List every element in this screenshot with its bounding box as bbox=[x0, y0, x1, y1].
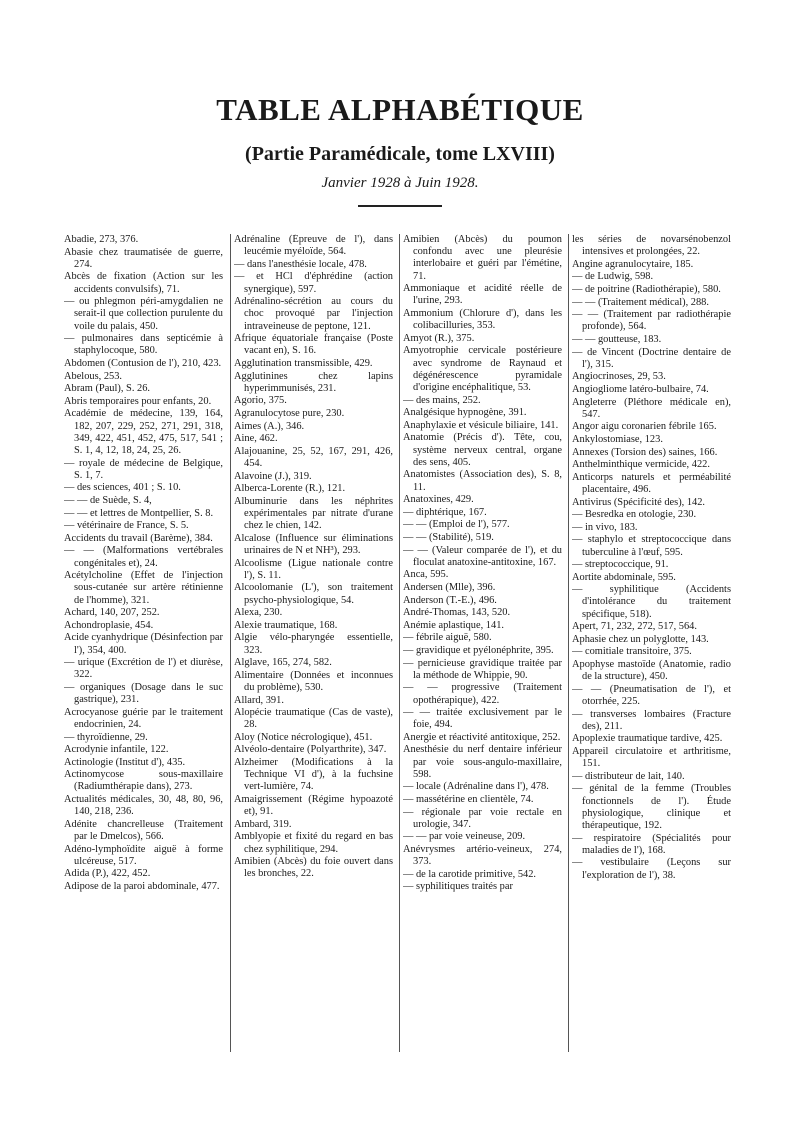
index-entry: — diphtérique, 167. bbox=[403, 506, 487, 518]
index-entry: Anatomie (Précis d'). Tête, cou, système nerveux central, organe des sens, 405. bbox=[403, 432, 562, 468]
index-entry: Antivirus (Spécificité des), 142. bbox=[572, 496, 706, 508]
index-entry: Acrocyanose guérie par le traitement endocrinien, 24. bbox=[64, 706, 223, 730]
index-entry: — — traitée exclusivement par le foie, 494. bbox=[403, 707, 562, 731]
index-entry: — Besredka en otologie, 230. bbox=[572, 509, 697, 521]
index-entry: — organiques (Dosage dans le suc gastrique), 231. bbox=[64, 681, 223, 706]
index-entry: Adrénalino-sécrétion au cours du choc provoqué par l'injection intraveineuse de peptone, 121. bbox=[234, 296, 393, 332]
index-entry: Amibien (Abcès) du poumon confondu avec une pleurésie interlobaire et guéri par l'émétine, 71. bbox=[403, 234, 562, 282]
index-entry: — de la carotide primitive, 542. bbox=[403, 868, 537, 880]
index-entry: Anca, 595. bbox=[403, 569, 449, 581]
index-entry: Alcalose (Influence sur éliminations urinaires de N et NH³), 293. bbox=[234, 532, 393, 556]
index-column-2 bbox=[234, 234, 393, 1052]
index-entry: Ammonium (Chlorure d'), dans les colibacilluries, 353. bbox=[403, 308, 562, 332]
index-entry: Apophyse mastoïde (Anatomie, radio de la structure), 450. bbox=[572, 659, 731, 683]
index-entry: — — et lettres de Montpellier, S. 8. bbox=[64, 507, 214, 519]
index-entry: — gravidique et pyélonéphrite, 395. bbox=[403, 644, 554, 656]
index-entry: Apert, 71, 232, 272, 517, 564. bbox=[572, 621, 697, 633]
index-entry: Abasie chez traumatisée de guerre, 274. bbox=[64, 246, 223, 270]
index-entry: — dans l'anesthésie locale, 478. bbox=[234, 258, 367, 270]
index-entry: Adipose de la paroi abdominale, 477. bbox=[64, 881, 220, 893]
index-entry: — vétérinaire de France, S. 5. bbox=[64, 520, 189, 532]
index-entry: Aimes (A.), 346. bbox=[234, 420, 305, 432]
index-entry: Achondroplasie, 454. bbox=[64, 619, 154, 631]
index-entry: Ambard, 319. bbox=[234, 818, 292, 830]
index-entry: Annexes (Torsion des) saines, 166. bbox=[572, 446, 718, 458]
index-entry: Alberca-Lorente (R.), 121. bbox=[234, 483, 346, 495]
index-entry: — respiratoire (Spécialités pour maladies de l'), 168. bbox=[572, 832, 731, 856]
index-entry: Angine agranulocytaire, 185. bbox=[572, 258, 694, 270]
index-entry: Alglave, 165, 274, 582. bbox=[234, 657, 332, 669]
index-entry: Anticorps naturels et perméabilité placentaire, 496. bbox=[572, 471, 731, 495]
index-entry: Abram (Paul), S. 26. bbox=[64, 383, 151, 395]
column-divider bbox=[568, 234, 569, 1052]
index-entry: — des mains, 252. bbox=[403, 394, 481, 406]
index-entry: Alvéolo-dentaire (Polyarthrite), 347. bbox=[234, 744, 387, 756]
index-entry: Appareil circulatoire et arthritisme, 151. bbox=[572, 746, 731, 770]
index-entry: Amblyopie et fixité du regard en bas chez syphilitique, 294. bbox=[234, 831, 393, 855]
title-rule bbox=[358, 205, 442, 207]
index-entry: Aortite abdominale, 595. bbox=[572, 571, 676, 583]
index-entry: — — par voie veineuse, 209. bbox=[403, 831, 526, 843]
index-entry: Agglutinines chez lapins hyperimmunisés, 231. bbox=[234, 370, 393, 394]
index-entry: Acétylcholine (Effet de l'injection sous-cutanée sur artère rétinienne de l'homme), 321. bbox=[64, 570, 223, 606]
index-entry: Alcoolomanie (L'), son traitement psycho-physiologique, 54. bbox=[234, 582, 393, 606]
index-entry: — syphilitiques traités par bbox=[403, 881, 513, 893]
index-entry: Académie de médecine, 139, 164, 182, 207, 229, 252, 271, 291, 318, 349, 422, 451, 452, 475, 517, 541 ; S. 1, 4, 12, 18, 24, 25, 26. bbox=[64, 408, 223, 456]
index-entry: Alopécie traumatique (Cas de vaste), 28. bbox=[234, 707, 393, 731]
index-entry: — — (Traitement médical), 288. bbox=[572, 296, 709, 308]
index-column-3 bbox=[403, 234, 562, 1052]
index-entry: Ammoniaque et acidité réelle de l'urine, 293. bbox=[403, 283, 562, 307]
index-entry: — ou phlegmon péri-amygdalien ne serait-il que collection purulente du voile du palais, 450. bbox=[64, 296, 223, 332]
index-entry: — génital de la femme (Troubles fonctionnels de l'). Étude physiologique, clinique et thérapeutique, 192. bbox=[572, 783, 731, 832]
index-entry: — thyroïdienne, 29. bbox=[64, 731, 148, 743]
index-entry: Achard, 140, 207, 252. bbox=[64, 607, 160, 619]
index-entry: Amaigrissement (Régime hypoazoté et), 91. bbox=[234, 794, 393, 818]
index-entry: Anévrysmes artério-veineux, 274, 373. bbox=[403, 844, 562, 868]
index-entry: — — (Malformations vertébrales congénitales et), 24. bbox=[64, 545, 223, 569]
index-entry: — transverses lombaires (Fracture des), 211. bbox=[572, 708, 731, 732]
index-entry: Angleterre (Pléthore médicale en), 547. bbox=[572, 396, 731, 420]
index-entry: — — (Valeur comparée de l'), et du floculat anatoxine-antitoxine, 167. bbox=[403, 544, 562, 568]
index-entry: Alzheimer (Modifications à la Technique VI d'), à la fuchsine vert-lumière, 74. bbox=[234, 757, 393, 793]
index-entry: Abelous, 253. bbox=[64, 370, 123, 382]
index-entry: Aine, 462. bbox=[234, 433, 278, 445]
index-entry: — staphylo et streptococcique dans tuberculine à l'œuf, 595. bbox=[572, 534, 731, 558]
page-title: TABLE ALPHABÉTIQUE bbox=[216, 92, 584, 127]
index-entry: Abdomen (Contusion de l'), 210, 423. bbox=[64, 357, 222, 369]
index-entry: — et HCl d'éphrédine (action synergique), 597. bbox=[234, 271, 393, 295]
index-entry: Ankylostomiase, 123. bbox=[572, 433, 663, 445]
index-entry: Anémie aplastique, 141. bbox=[403, 619, 504, 631]
index-entry: — urique (Excrétion de l') et diurèse, 322. bbox=[64, 657, 223, 681]
index-entry: les séries de novarsénobenzol intensives et prolongées, 22. bbox=[572, 234, 731, 258]
index-entry: — in vivo, 183. bbox=[572, 521, 638, 533]
index-entry: Anderson (T.-E.), 496. bbox=[403, 594, 497, 606]
index-entry: — des sciences, 401 ; S. 10. bbox=[64, 482, 181, 494]
index-entry: Alajouanine, 25, 52, 167, 291, 426, 454. bbox=[234, 445, 393, 469]
index-entry: Aloy (Notice nécrologique), 451. bbox=[234, 731, 373, 743]
index-entry: Actinomycose sous-maxillaire (Radiumthérapie dans), 273. bbox=[64, 769, 223, 793]
index-entry: Angor aigu coronarien fébrile 165. bbox=[572, 421, 717, 433]
index-entry: Alexie traumatique, 168. bbox=[234, 619, 338, 631]
index-entry: Accidents du travail (Barème), 384. bbox=[64, 532, 213, 544]
index-entry: — de poitrine (Radiothérapie), 580. bbox=[572, 283, 721, 295]
index-entry: Apoplexie traumatique tardive, 425. bbox=[572, 733, 723, 745]
index-entry: Alavoine (J.), 319. bbox=[234, 470, 312, 482]
index-entry: Angiogliome latéro-bulbaire, 74. bbox=[572, 383, 709, 395]
index-entry: Aphasie chez un polyglotte, 143. bbox=[572, 633, 709, 645]
index-entry: — fébrile aiguë, 580. bbox=[403, 632, 492, 644]
index-entry: Angiocrinoses, 29, 53. bbox=[572, 371, 666, 383]
index-entry: — royale de médecine de Belgique, S. 1, 7. bbox=[64, 457, 223, 481]
index-entry: Adénite chancrelleuse (Traitement par le Dmelcos), 566. bbox=[64, 818, 223, 843]
index-entry: Actinologie (Institut d'), 435. bbox=[64, 756, 186, 768]
index-entry: Abris temporaires pour enfants, 20. bbox=[64, 395, 212, 407]
index-entry: Adida (P.), 422, 452. bbox=[64, 868, 151, 880]
index-column-1 bbox=[64, 234, 223, 1052]
index-entry: — comitiale transitoire, 375. bbox=[572, 646, 692, 658]
index-entry: Alimentaire (Données et inconnues du problème), 530. bbox=[234, 669, 393, 693]
date-range: Janvier 1928 à Juin 1928. bbox=[321, 175, 479, 191]
index-entry: Allard, 391. bbox=[234, 694, 284, 706]
index-entry: — distributeur de lait, 140. bbox=[572, 770, 685, 782]
index-entry: André-Thomas, 143, 520. bbox=[403, 607, 511, 619]
page-subtitle: (Partie Paramédicale, tome LXVIII) bbox=[245, 143, 555, 165]
index-entry: — de Ludwig, 598. bbox=[572, 271, 654, 283]
index-entry: Anthelminthique vermicide, 422. bbox=[572, 459, 710, 471]
index-entry: — — (Emploi de l'), 577. bbox=[403, 519, 510, 531]
index-entry: Acide cyanhydrique (Désinfection par l'), 354, 400. bbox=[64, 632, 223, 656]
index-entry: Adéno-lymphoïdite aiguë à forme ulcéreuse, 517. bbox=[64, 843, 223, 867]
index-entry: Amibien (Abcès) du foie ouvert dans les bronches, 22. bbox=[234, 856, 393, 880]
index-column-4 bbox=[572, 234, 731, 1052]
index-entry: Acrodynie infantile, 122. bbox=[64, 744, 169, 756]
index-entry: Abadie, 273, 376. bbox=[64, 234, 139, 245]
index-entry: Anergie et réactivité antitoxique, 252. bbox=[403, 731, 561, 743]
index-entry: — pernicieuse gravidique traitée par la méthode de Whippie, 90. bbox=[403, 657, 562, 681]
index-entry: — — progressive (Traitement opothérapique), 422. bbox=[403, 682, 562, 706]
index-entry: Analgésique hypnogène, 391. bbox=[403, 407, 527, 419]
index-entry: Agorio, 375. bbox=[234, 395, 287, 407]
index-entry: — régionale par voie rectale en urologie, 347. bbox=[403, 806, 562, 830]
index-entry: Albuminurie dans les néphrites expérimentales par nitrate d'urane chez le chien, 142. bbox=[234, 495, 393, 532]
index-entry: Alexa, 230. bbox=[234, 607, 283, 619]
column-divider bbox=[399, 234, 400, 1052]
index-entry: Actualités médicales, 30, 48, 80, 96, 140, 218, 236. bbox=[64, 794, 223, 818]
index-entry: — — (Pneumatisation de l'), et otorrhée, 225. bbox=[572, 683, 731, 708]
index-entry: Algie vélo-pharyngée essentielle, 323. bbox=[234, 632, 393, 656]
index-entry: Anatomistes (Association des), S. 8, 11. bbox=[403, 469, 562, 493]
index-entry: Agranulocytose pure, 230. bbox=[234, 407, 345, 419]
index-entry: — massétérine en clientèle, 74. bbox=[403, 794, 534, 806]
index-entry: — — de Suède, S. 4, bbox=[64, 494, 152, 506]
index-entry: — — (Stabilité), 519. bbox=[403, 531, 494, 543]
index-entry: — streptococcique, 91. bbox=[572, 559, 669, 571]
index-entry: — pulmonaires dans septicémie à staphylocoque, 580. bbox=[64, 333, 223, 357]
index-entry: Anesthésie du nerf dentaire inférieur par voie sous-angulo-maxillaire, 598. bbox=[403, 744, 562, 780]
index-entry: Abcès de fixation (Action sur les accidents convulsifs), 71. bbox=[64, 271, 223, 295]
index-entry: Agglutination transmissible, 429. bbox=[234, 357, 373, 369]
index-entry: Amyot (R.), 375. bbox=[403, 332, 475, 344]
index-entry: Adrénaline (Épreuve de l'), dans leucémie myéloïde, 564. bbox=[234, 234, 393, 258]
index-entry: — — (Traitement par radiothérapie profonde), 564. bbox=[572, 309, 731, 333]
index-entry: Alcoolisme (Ligue nationale contre l'), S. 11. bbox=[234, 557, 393, 581]
index-entry: Anaphylaxie et vésicule biliaire, 141. bbox=[403, 419, 559, 431]
index-entry: — vestibulaire (Leçons sur l'exploration de l'), 38. bbox=[572, 857, 731, 881]
index-entry: — locale (Adrénaline dans l'), 478. bbox=[403, 781, 549, 793]
index-entry: Afrique équatoriale française (Poste vacant en), S. 16. bbox=[234, 333, 393, 357]
index-entry: — — goutteuse, 183. bbox=[572, 333, 662, 345]
index-entry: Anatoxines, 429. bbox=[403, 494, 474, 506]
index-entry: — syphilitique (Accidents d'intolérance du traitement spécifique, 518). bbox=[572, 584, 731, 620]
index-entry: — de Vincent (Doctrine dentaire de l'), 315. bbox=[572, 346, 731, 370]
index-entry: Andersen (Mlle), 396. bbox=[403, 581, 496, 593]
index-entry: Amyotrophie cervicale postérieure avec syndrome de Raynaud et dégénérescence pyramidale d'origine encéphalitique, 53. bbox=[403, 345, 562, 393]
column-divider bbox=[230, 234, 231, 1052]
